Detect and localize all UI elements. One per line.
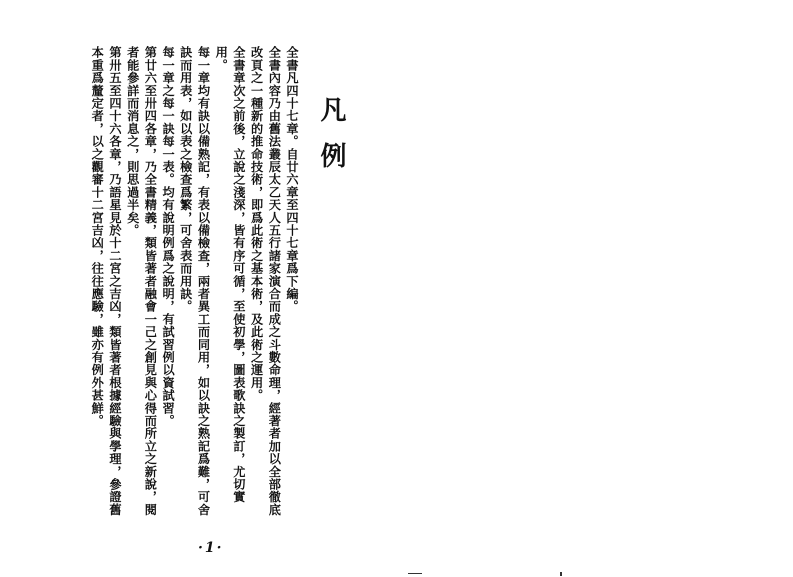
paragraph: 第卅五至四十六各章，乃語星見於十二宮之吉凶，類皆著者根據經驗與學理，參證舊本重爲釐定者，以之觀審十二宮吉凶，往往應驗，雖亦有例外甚鮮。 bbox=[90, 46, 122, 516]
paragraph: 每一章均有訣以備熟記，有表以備檢查，兩者異工而同用，如以訣之熟記爲難，可舍訣而用表，如以表之檢查爲繁，可舍表而用訣。 bbox=[178, 46, 211, 516]
paragraph: 全書章次之前後，立說之淺深，皆有序可循，至使初學，圖表歌訣之製訂，尤切實用。 bbox=[214, 46, 246, 504]
page-title: 凡例 bbox=[316, 96, 346, 188]
paragraph: 全書凡四十七章。自廿六章至四十七章爲下編。 bbox=[285, 46, 299, 313]
body-text bbox=[65, 46, 300, 526]
page-number: ·1· bbox=[198, 540, 224, 556]
paragraph: 全書內容乃由舊法叢辰太乙天人五行諸家演合而成之斗數命理，經著者加以全部徹底改頁之一種新的推命技術，即爲此術之基本術，及此術之運用。 bbox=[249, 46, 282, 516]
page-edge-mark bbox=[408, 573, 422, 574]
page-edge-mark bbox=[560, 572, 562, 576]
paragraph: 每一章之每一訣每一表。均有說明例爲之說明，有試習例以資試習。 bbox=[161, 46, 176, 427]
paragraph: 第廿六至卅四各章，乃全書精義，類皆著者融會一己之創見與心得而所立之新說，閱者能參詳而消息之，則思過半矣。 bbox=[125, 46, 158, 516]
